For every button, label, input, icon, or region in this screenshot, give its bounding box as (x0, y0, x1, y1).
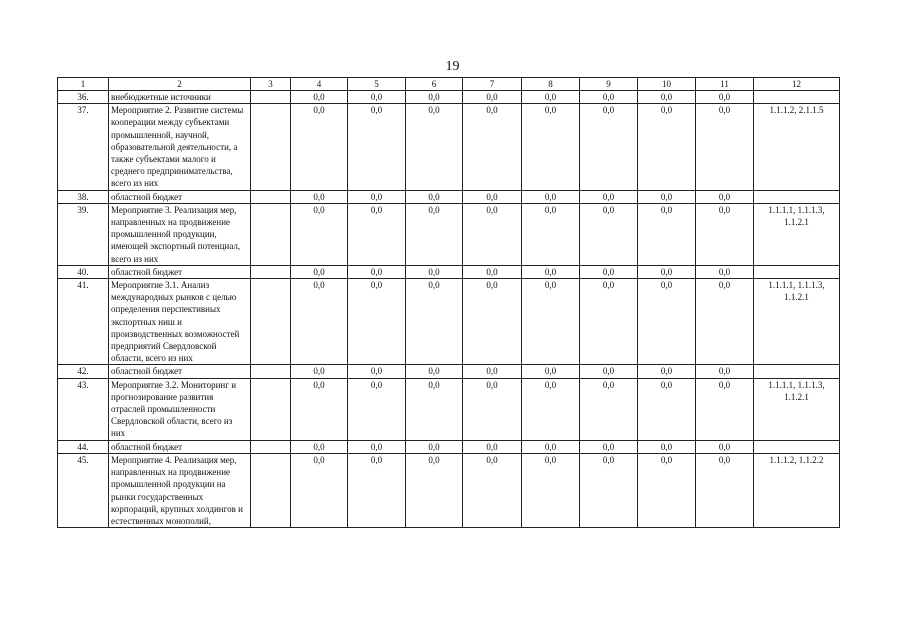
row-value-col6: 0,0 (406, 203, 463, 265)
row-col3 (251, 104, 291, 190)
row-value-col4: 0,0 (291, 190, 348, 203)
table-body (58, 91, 840, 528)
row-number: 38. (58, 190, 109, 203)
row-value-col10: 0,0 (638, 104, 696, 190)
row-description: Мероприятие 4. Реализация мер, направленных на продвижение промышленной продукции на рынки государственных корпораций, крупных холдингов и естественных монополий, (109, 453, 251, 527)
row-value-col7: 0,0 (463, 104, 522, 190)
row-value-col4: 0,0 (291, 279, 348, 365)
row-number: 42. (58, 365, 109, 378)
row-value-col9: 0,0 (580, 440, 638, 453)
row-number: 41. (58, 279, 109, 365)
row-value-col8: 0,0 (522, 378, 580, 440)
row-value-col10: 0,0 (638, 440, 696, 453)
row-value-col11: 0,0 (696, 190, 754, 203)
table-row (58, 104, 840, 190)
row-value-col5: 0,0 (348, 265, 406, 278)
row-number: 44. (58, 440, 109, 453)
table-row (58, 365, 840, 378)
row-value-col8: 0,0 (522, 365, 580, 378)
table-row (58, 440, 840, 453)
row-col3 (251, 365, 291, 378)
program-funding-table (57, 77, 840, 528)
row-value-col6: 0,0 (406, 378, 463, 440)
column-header-4: 4 (291, 78, 348, 91)
row-reference: 1.1.1.1, 1.1.1.3, 1.1.2.1 (754, 203, 840, 265)
row-value-col8: 0,0 (522, 104, 580, 190)
table-row (58, 265, 840, 278)
column-header-2: 2 (109, 78, 251, 91)
row-col3 (251, 265, 291, 278)
row-value-col8: 0,0 (522, 190, 580, 203)
row-value-col9: 0,0 (580, 378, 638, 440)
row-value-col9: 0,0 (580, 265, 638, 278)
row-value-col6: 0,0 (406, 104, 463, 190)
row-value-col9: 0,0 (580, 453, 638, 527)
row-value-col10: 0,0 (638, 91, 696, 104)
row-description: областной бюджет (109, 440, 251, 453)
table-row (58, 279, 840, 365)
row-value-col5: 0,0 (348, 104, 406, 190)
row-value-col5: 0,0 (348, 453, 406, 527)
table-row (58, 203, 840, 265)
row-description: областной бюджет (109, 365, 251, 378)
row-value-col6: 0,0 (406, 440, 463, 453)
row-value-col5: 0,0 (348, 440, 406, 453)
row-reference (754, 365, 840, 378)
row-value-col6: 0,0 (406, 190, 463, 203)
row-value-col6: 0,0 (406, 91, 463, 104)
row-reference (754, 440, 840, 453)
table-row (58, 190, 840, 203)
row-value-col9: 0,0 (580, 365, 638, 378)
row-col3 (251, 279, 291, 365)
row-value-col9: 0,0 (580, 91, 638, 104)
row-value-col8: 0,0 (522, 91, 580, 104)
row-col3 (251, 453, 291, 527)
row-value-col8: 0,0 (522, 453, 580, 527)
column-header-12: 12 (754, 78, 840, 91)
row-col3 (251, 378, 291, 440)
row-value-col7: 0,0 (463, 91, 522, 104)
row-value-col11: 0,0 (696, 365, 754, 378)
row-value-col7: 0,0 (463, 265, 522, 278)
column-header-9: 9 (580, 78, 638, 91)
row-value-col4: 0,0 (291, 203, 348, 265)
row-value-col6: 0,0 (406, 453, 463, 527)
row-col3 (251, 203, 291, 265)
row-number: 36. (58, 91, 109, 104)
row-value-col11: 0,0 (696, 440, 754, 453)
column-header-1: 1 (58, 78, 109, 91)
row-description: Мероприятие 3. Реализация мер, направленных на продвижение промышленной продукции, имеющей экспортный потенциал, всего из них (109, 203, 251, 265)
row-value-col5: 0,0 (348, 378, 406, 440)
row-value-col5: 0,0 (348, 190, 406, 203)
row-value-col7: 0,0 (463, 365, 522, 378)
row-value-col9: 0,0 (580, 104, 638, 190)
row-value-col6: 0,0 (406, 265, 463, 278)
row-reference: 1.1.1.2, 2.1.1.5 (754, 104, 840, 190)
row-value-col4: 0,0 (291, 440, 348, 453)
column-header-6: 6 (406, 78, 463, 91)
row-description: областной бюджет (109, 265, 251, 278)
row-value-col11: 0,0 (696, 279, 754, 365)
row-value-col9: 0,0 (580, 279, 638, 365)
row-value-col7: 0,0 (463, 378, 522, 440)
row-number: 45. (58, 453, 109, 527)
row-value-col10: 0,0 (638, 365, 696, 378)
row-description: областной бюджет (109, 190, 251, 203)
row-number: 40. (58, 265, 109, 278)
row-value-col8: 0,0 (522, 265, 580, 278)
row-description: внебюджетные источники (109, 91, 251, 104)
column-header-7: 7 (463, 78, 522, 91)
row-value-col11: 0,0 (696, 104, 754, 190)
row-reference: 1.1.1.2, 1.1.2.2 (754, 453, 840, 527)
row-col3 (251, 440, 291, 453)
column-header-5: 5 (348, 78, 406, 91)
row-value-col9: 0,0 (580, 203, 638, 265)
row-value-col10: 0,0 (638, 203, 696, 265)
row-value-col10: 0,0 (638, 265, 696, 278)
row-col3 (251, 190, 291, 203)
row-value-col11: 0,0 (696, 378, 754, 440)
row-value-col10: 0,0 (638, 453, 696, 527)
row-value-col11: 0,0 (696, 453, 754, 527)
column-header-3: 3 (251, 78, 291, 91)
row-value-col6: 0,0 (406, 365, 463, 378)
row-value-col5: 0,0 (348, 91, 406, 104)
row-value-col10: 0,0 (638, 190, 696, 203)
column-header-8: 8 (522, 78, 580, 91)
row-number: 37. (58, 104, 109, 190)
row-value-col4: 0,0 (291, 453, 348, 527)
row-reference: 1.1.1.1, 1.1.1.3, 1.1.2.1 (754, 378, 840, 440)
row-value-col5: 0,0 (348, 279, 406, 365)
row-value-col9: 0,0 (580, 190, 638, 203)
row-value-col11: 0,0 (696, 91, 754, 104)
row-value-col8: 0,0 (522, 203, 580, 265)
row-value-col7: 0,0 (463, 440, 522, 453)
row-number: 39. (58, 203, 109, 265)
row-value-col7: 0,0 (463, 453, 522, 527)
row-col3 (251, 91, 291, 104)
row-value-col11: 0,0 (696, 265, 754, 278)
row-number: 43. (58, 378, 109, 440)
row-value-col8: 0,0 (522, 440, 580, 453)
row-value-col5: 0,0 (348, 365, 406, 378)
row-reference: 1.1.1.1, 1.1.1.3, 1.1.2.1 (754, 279, 840, 365)
page-number: 19 (445, 59, 460, 74)
row-value-col4: 0,0 (291, 91, 348, 104)
row-value-col11: 0,0 (696, 203, 754, 265)
row-reference (754, 190, 840, 203)
table-row (58, 378, 840, 440)
row-description: Мероприятие 3.2. Мониторинг и прогнозирование развития отраслей промышленности Свердловской области, всего из них (109, 378, 251, 440)
row-value-col4: 0,0 (291, 265, 348, 278)
row-value-col7: 0,0 (463, 203, 522, 265)
row-value-col7: 0,0 (463, 190, 522, 203)
column-header-11: 11 (696, 78, 754, 91)
row-description: Мероприятие 2. Развитие системы кооперации между субъектами промышленной, научной, образовательной деятельности, а также субъектами малого и среднего предпринимательства, всего из них (109, 104, 251, 190)
row-reference (754, 91, 840, 104)
row-value-col10: 0,0 (638, 279, 696, 365)
row-value-col8: 0,0 (522, 279, 580, 365)
row-value-col10: 0,0 (638, 378, 696, 440)
row-value-col4: 0,0 (291, 378, 348, 440)
row-value-col6: 0,0 (406, 279, 463, 365)
row-reference (754, 265, 840, 278)
table-row (58, 453, 840, 527)
row-value-col7: 0,0 (463, 279, 522, 365)
row-value-col4: 0,0 (291, 365, 348, 378)
row-value-col4: 0,0 (291, 104, 348, 190)
row-value-col5: 0,0 (348, 203, 406, 265)
row-description: Мероприятие 3.1. Анализ международных рынков с целью определения перспективных экспортных ниш и производственных возможностей предприятий Свердловской области, всего из них (109, 279, 251, 365)
table-row (58, 91, 840, 104)
column-header-10: 10 (638, 78, 696, 91)
header-row (58, 78, 840, 91)
